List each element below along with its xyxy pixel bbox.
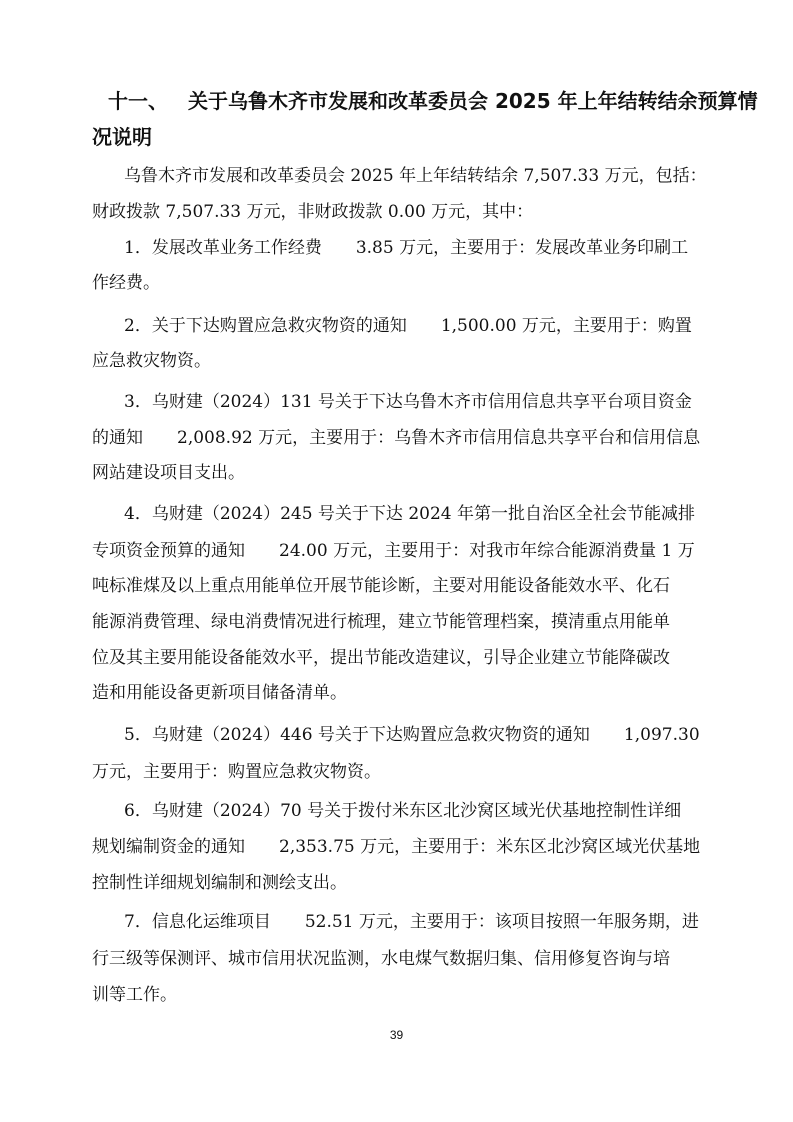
section-title-line-2: 况说明 <box>92 125 152 149</box>
item-6-line-2: 规划编制资金的通知 2,353.75 万元，主要用于：米东区北沙窝区域光伏基地 <box>92 837 701 857</box>
item-7-line-1: 7．信息化运维项目 52.51 万元，主要用于：该项目按照一年服务期，进 <box>124 912 699 932</box>
item-6-line-3: 控制性详细规划编制和测绘支出。 <box>92 873 347 893</box>
item-7-line-2: 行三级等保测评、城市信用状况监测，水电煤气数据归集、信用修复咨询与培 <box>92 949 670 969</box>
item-4-line-6: 造和用能设备更新项目储备清单。 <box>92 683 347 703</box>
item-3-line-3: 网站建设项目支出。 <box>92 463 245 483</box>
item-7-line-3: 训等工作。 <box>92 985 177 1005</box>
section-number: 十一、 <box>108 89 168 113</box>
page-number: 39 <box>389 1028 404 1042</box>
item-2-line-2: 应急救灾物资。 <box>92 351 211 371</box>
item-3-line-2: 的通知 2,008.92 万元，主要用于：乌鲁木齐市信用信息共享平台和信用信息 <box>92 428 701 448</box>
item-4-line-1: 4．乌财建（2024）245 号关于下达 2024 年第一批自治区全社会节能减排 <box>124 504 696 524</box>
item-1-line-2: 作经费。 <box>92 273 160 293</box>
section-title-line-1: 关于乌鲁木齐市发展和改革委员会 2025 年上年结转结余预算情 <box>188 89 758 113</box>
item-4-line-3: 吨标准煤及以上重点用能单位开展节能诊断，主要对用能设备能效水平、化石 <box>92 576 670 596</box>
item-1-line-1: 1．发展改革业务工作经费 3.85 万元，主要用于：发展改革业务印刷工 <box>124 238 689 258</box>
item-2-line-1: 2．关于下达购置应急救灾物资的通知 1,500.00 万元，主要用于：购置 <box>124 316 692 336</box>
item-6-line-1: 6．乌财建（2024）70 号关于拨付米东区北沙窝区域光伏基地控制性详细 <box>124 801 682 821</box>
item-4-line-2: 专项资金预算的通知 24.00 万元，主要用于：对我市年综合能源消费量 1 万 <box>92 541 695 561</box>
item-4-line-5: 位及其主要用能设备能效水平，提出节能改造建议，引导企业建立节能降碳改 <box>92 648 670 668</box>
item-5-line-2: 万元，主要用于：购置应急救灾物资。 <box>92 762 381 782</box>
intro-line-1: 乌鲁木齐市发展和改革委员会 2025 年上年结转结余 7,507.33 万元，包括： <box>124 166 707 186</box>
intro-line-2: 财政拨款 7,507.33 万元，非财政拨款 0.00 万元，其中： <box>92 202 534 222</box>
item-5-line-1: 5．乌财建（2024）446 号关于下达购置应急救灾物资的通知 1,097.30 <box>124 725 700 745</box>
section-heading <box>92 88 758 114</box>
item-3-line-1: 3．乌财建（2024）131 号关于下达乌鲁木齐市信用信息共享平台项目资金 <box>124 392 692 412</box>
item-4-line-4: 能源消费管理、绿电消费情况进行梳理，建立节能管理档案，摸清重点用能单 <box>92 612 670 632</box>
